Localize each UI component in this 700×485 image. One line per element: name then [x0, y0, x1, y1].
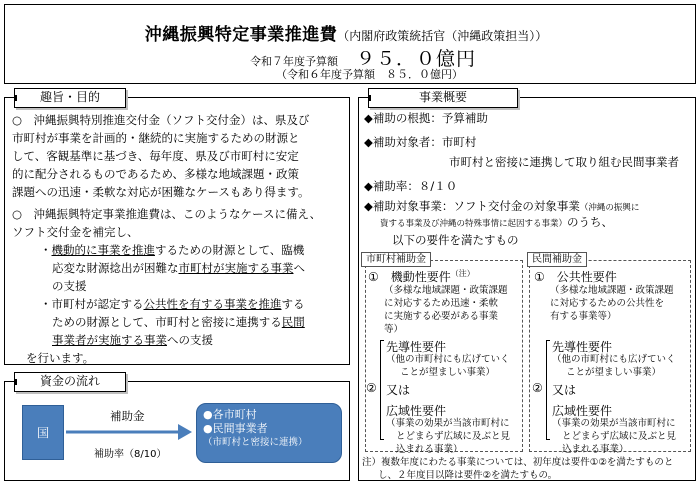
- private-req-1-desc-2: に対応するための公共性を: [550, 298, 665, 309]
- purpose-heading: 趣旨・目的: [14, 88, 126, 108]
- footnote-line-2: し、２年度目以降は要件②を満たすもの。: [378, 470, 558, 481]
- bullet-1-text: するための財源として、臨機: [155, 243, 305, 257]
- purpose-line-4: 的に配分されるものであるため、多様な地域課題・政策: [12, 167, 300, 181]
- bullet-2-text-3: ための財源として、市町村と密接に連携する: [52, 315, 282, 329]
- muni-subsidy-tag: 市町村補助金: [361, 252, 431, 267]
- private-req-1-desc-1: （多様な地域課題・政策課題: [550, 285, 674, 296]
- muni-lead-desc-1: （他の市町村にも広げていく: [386, 354, 510, 365]
- bullet-1-text-2: 応変な財源捻出が困難な: [52, 261, 179, 275]
- purpose-line-6: ○ 沖縄振興特定事業推進費は、このようなケースに備え、: [12, 207, 322, 221]
- muni-req-1-mark: （注）: [450, 269, 475, 278]
- aid-label: 補助金: [110, 409, 145, 423]
- muni-wide-desc-2: とどまらず広域に及ぶと見: [396, 431, 511, 442]
- overview-projects-note-2: 資する事業及び沖縄の特殊事情に起因する事業）: [380, 219, 568, 229]
- bullet-1-emphasis: 機動的に事業を推進: [51, 243, 155, 257]
- purpose-line-3: して、客観基準に基づき、毎年度、県及び市町村に安定: [12, 149, 299, 163]
- recipients-node: [196, 403, 342, 463]
- overview-target: ◆補助対象者：市町村: [364, 135, 477, 149]
- bullet-2-line-3: [52, 332, 213, 350]
- muni-wide-desc-3: 込まれる事業）: [396, 444, 463, 455]
- prev-budget: （令和６年度予算額 ８５．０億円）: [276, 68, 463, 81]
- state-node: 国: [22, 405, 64, 460]
- muni-wide-desc-1: （事業の効果が当該市町村に: [386, 418, 510, 429]
- overview-projects-req: 以下の要件を満たすもの: [392, 233, 519, 247]
- private-or: 又は: [552, 383, 577, 397]
- budget-label: 令和７年度予算額: [250, 55, 338, 68]
- bullet-2-text: ・市町村が認定する: [40, 297, 144, 311]
- recipient-private: ●民間事業者: [203, 422, 268, 435]
- purpose-line-2: 市町村が事業を計画的・継続的に実施するための財源と: [12, 131, 300, 145]
- flow-heading: 資金の流れ: [14, 372, 126, 392]
- purpose-closing: を行います。: [26, 351, 95, 365]
- overview-projects-2: [380, 214, 613, 234]
- private-lead-req: 先導性要件: [552, 340, 613, 354]
- purpose-line-7: ソフト交付金を補完し、: [12, 225, 139, 239]
- muni-req-2-num: ②: [366, 381, 377, 395]
- muni-req-1-desc-3: に実施する必要がある事業: [384, 311, 499, 322]
- bullet-2-text-2: する: [281, 297, 305, 311]
- bullet-1-dot: ・: [40, 243, 52, 257]
- private-wide-desc-3: 込まれる事業）: [562, 444, 629, 455]
- muni-req-1: [368, 268, 475, 285]
- muni-bracket: [380, 340, 384, 440]
- bullet-1-line-1: [40, 242, 304, 260]
- recipient-note: （市町村と密接に連携）: [203, 437, 308, 448]
- bullet-1-line-2: [52, 260, 305, 278]
- private-wide-desc-1: （事業の効果が当該市町村に: [552, 418, 676, 429]
- rate-label: 補助率（8/10）: [94, 449, 167, 460]
- purpose-line-5: 課題への迅速・柔軟な対応が困難なケースもあり得ます。: [12, 185, 310, 199]
- private-subsidy-tag: 民間補助金: [527, 252, 587, 267]
- muni-req-1-desc-1: （多様な地域課題・政策課題: [384, 285, 508, 296]
- muni-req-1-text: ① 機動性要件: [368, 270, 451, 284]
- budget-amount: ９５．０億円: [356, 48, 477, 70]
- muni-wide-req: 広域性要件: [386, 404, 447, 418]
- bullet-2-line-2: [52, 314, 305, 332]
- overview-projects-end: のうち、: [567, 215, 614, 229]
- title-row: [0, 20, 692, 45]
- private-req-1: ① 公共性要件: [534, 270, 617, 284]
- private-wide-desc-2: とどまらず広域に及ぶと見: [562, 431, 677, 442]
- bullet-2-emphasis-2: 民間: [281, 315, 305, 329]
- private-req-2-num: ②: [532, 381, 543, 395]
- muni-lead-desc-2: ことが望ましい事業）: [400, 367, 496, 378]
- overview-projects-note-1: （沖縄の振興に: [579, 203, 640, 213]
- purpose-line-1: ○ 沖縄振興特別推進交付金（ソフト交付金）は、県及び: [12, 113, 310, 127]
- muni-req-1-desc-4: 等）: [384, 324, 404, 335]
- private-lead-desc-2: ことが望ましい事業）: [566, 367, 662, 378]
- private-lead-desc-1: （他の市町村にも広げていく: [552, 354, 676, 365]
- muni-or: 又は: [386, 383, 411, 397]
- private-req-1-desc-3: 有する事業等）: [550, 311, 617, 322]
- overview-target-2: 市町村と密接に連携して取り組む民間事業者: [449, 155, 679, 169]
- agency-label: （内閣府政策統括官（沖縄政策担当））: [337, 29, 548, 43]
- recipient-municipalities: ●各市町村: [203, 408, 257, 421]
- overview-heading: 事業概要: [368, 88, 518, 108]
- bullet-1-line-3: の支援: [52, 279, 87, 293]
- private-wide-req: 広域性要件: [552, 404, 613, 418]
- bullet-1-emphasis-2: 市町村が実施する事業: [178, 261, 294, 275]
- bullet-2-line-1: [40, 296, 305, 314]
- bullet-2-emphasis: 公共性を有する事業を推進: [143, 297, 282, 311]
- overview-basis: ◆補助の根拠：予算補助: [364, 111, 488, 125]
- bullet-1-text-3: へ: [293, 261, 305, 275]
- bullet-2-text-4: への支援: [167, 333, 213, 347]
- footnote-line-1: 注）複数年度にわたる事業については、初年度は要件①②を満たすものと: [362, 457, 674, 468]
- overview-projects-text: ◆補助対象事業：ソフト交付金の対象事業: [364, 199, 580, 213]
- page-title: 沖縄振興特定事業推進費: [144, 25, 338, 45]
- muni-req-1-desc-2: に対応するため迅速・柔軟: [384, 298, 499, 309]
- muni-lead-req: 先導性要件: [386, 340, 447, 354]
- bullet-2-emphasis-3: 事業者が実施する事業: [52, 333, 167, 347]
- overview-rate: ◆補助率：８/１０: [364, 179, 458, 193]
- private-bracket: [546, 340, 550, 440]
